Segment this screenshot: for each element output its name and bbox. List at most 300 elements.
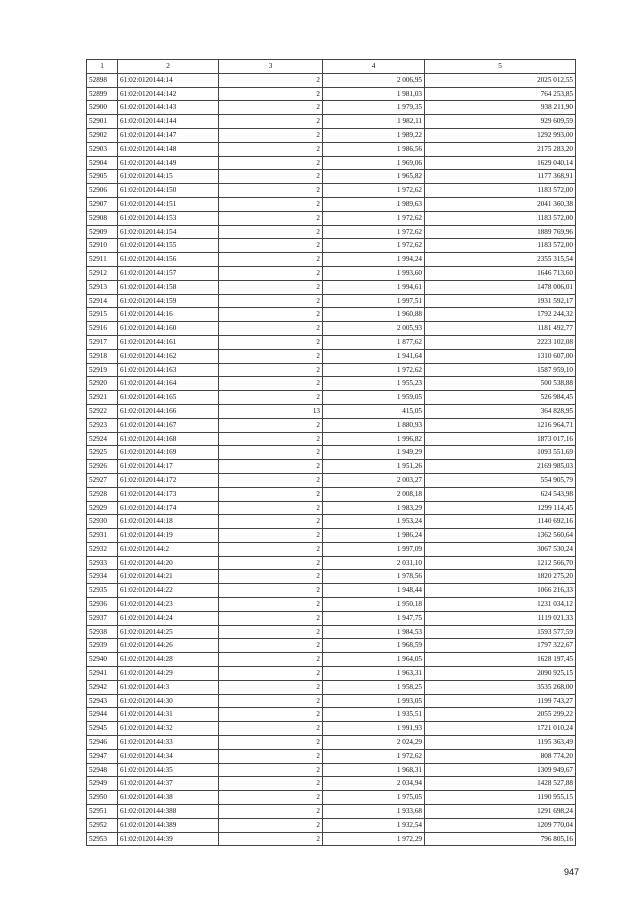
row-number-cell: 52922	[87, 404, 118, 418]
cadastral-value-cell: 1593 577,59	[425, 625, 576, 639]
area-cell: 1 972,62	[323, 239, 425, 253]
table-row	[87, 197, 576, 211]
category-cell: 2	[219, 349, 323, 363]
cadastral-value-cell: 1646 713,60	[425, 266, 576, 280]
cadastral-value-cell: 1291 698,24	[425, 805, 576, 819]
table-row	[87, 377, 576, 391]
cadastral-number-cell: 61:02:0120144:20	[118, 556, 219, 570]
table-row	[87, 335, 576, 349]
cadastral-value-cell: 1792 244,32	[425, 308, 576, 322]
area-cell: 2 008,18	[323, 487, 425, 501]
table-row	[87, 529, 576, 543]
row-number-cell: 52944	[87, 708, 118, 722]
cadastral-number-cell: 61:02:0120144:33	[118, 736, 219, 750]
cadastral-number-cell: 61:02:0120144:21	[118, 570, 219, 584]
cadastral-value-cell: 796 805,16	[425, 832, 576, 846]
cadastral-value-cell: 1140 692,16	[425, 515, 576, 529]
area-cell: 1 933,68	[323, 805, 425, 819]
header-row	[87, 60, 576, 74]
row-number-cell: 52903	[87, 142, 118, 156]
cadastral-value-cell: 1181 492,77	[425, 322, 576, 336]
cadastral-value-cell: 1478 006,01	[425, 280, 576, 294]
category-cell: 2	[219, 197, 323, 211]
area-cell: 1 949,29	[323, 446, 425, 460]
column-header-4: 4	[323, 60, 425, 74]
row-number-cell: 52908	[87, 211, 118, 225]
area-cell: 1 991,93	[323, 722, 425, 736]
table-row	[87, 322, 576, 336]
table-row	[87, 225, 576, 239]
area-cell: 1 968,59	[323, 639, 425, 653]
area-cell: 1 997,09	[323, 542, 425, 556]
category-cell: 2	[219, 570, 323, 584]
category-cell: 2	[219, 763, 323, 777]
area-cell: 1 972,62	[323, 363, 425, 377]
category-cell: 2	[219, 266, 323, 280]
table-body	[87, 73, 576, 846]
row-number-cell: 52948	[87, 763, 118, 777]
cadastral-number-cell: 61:02:0120144:155	[118, 239, 219, 253]
area-cell: 1 972,62	[323, 225, 425, 239]
cadastral-value-cell: 1093 551,69	[425, 446, 576, 460]
area-cell: 1 993,05	[323, 694, 425, 708]
area-cell: 1 979,35	[323, 101, 425, 115]
area-cell: 1 996,82	[323, 432, 425, 446]
column-header-3: 3	[219, 60, 323, 74]
table-row	[87, 418, 576, 432]
table-row	[87, 611, 576, 625]
category-cell: 2	[219, 667, 323, 681]
table-row	[87, 763, 576, 777]
category-cell: 2	[219, 584, 323, 598]
area-cell: 1 963,31	[323, 667, 425, 681]
category-cell: 2	[219, 253, 323, 267]
row-number-cell: 52899	[87, 87, 118, 101]
cadastral-value-cell: 526 984,45	[425, 391, 576, 405]
cadastral-value-cell: 1195 363,49	[425, 736, 576, 750]
cadastral-number-cell: 61:02:0120144:18	[118, 515, 219, 529]
category-cell: 2	[219, 708, 323, 722]
cadastral-value-cell: 1309 949,67	[425, 763, 576, 777]
cadastral-number-cell: 61:02:0120144:26	[118, 639, 219, 653]
cadastral-number-cell: 61:02:0120144:39	[118, 832, 219, 846]
table-row	[87, 818, 576, 832]
row-number-cell: 52906	[87, 184, 118, 198]
area-cell: 1 969,06	[323, 156, 425, 170]
row-number-cell: 52926	[87, 460, 118, 474]
table-row	[87, 791, 576, 805]
row-number-cell: 52907	[87, 197, 118, 211]
table-row	[87, 184, 576, 198]
category-cell: 2	[219, 101, 323, 115]
cadastral-number-cell: 61:02:0120144:28	[118, 653, 219, 667]
table-row	[87, 253, 576, 267]
row-number-cell: 52928	[87, 487, 118, 501]
cadastral-number-cell: 61:02:0120144:2	[118, 542, 219, 556]
cadastral-number-cell: 61:02:0120144:165	[118, 391, 219, 405]
row-number-cell: 52931	[87, 529, 118, 543]
row-number-cell: 52921	[87, 391, 118, 405]
table-row	[87, 404, 576, 418]
table-row	[87, 708, 576, 722]
table-row	[87, 266, 576, 280]
cadastral-value-cell: 1212 566,70	[425, 556, 576, 570]
row-number-cell: 52915	[87, 308, 118, 322]
table-row	[87, 584, 576, 598]
cadastral-value-cell: 3067 530,24	[425, 542, 576, 556]
row-number-cell: 52943	[87, 694, 118, 708]
area-cell: 1 972,29	[323, 832, 425, 846]
row-number-cell: 52929	[87, 501, 118, 515]
cadastral-value-cell: 1820 275,20	[425, 570, 576, 584]
row-number-cell: 52938	[87, 625, 118, 639]
cadastral-value-cell: 2090 925,15	[425, 667, 576, 681]
cadastral-value-cell: 1231 034,12	[425, 598, 576, 612]
table-row	[87, 239, 576, 253]
cadastral-value-cell: 2355 315,54	[425, 253, 576, 267]
table-row	[87, 101, 576, 115]
category-cell: 2	[219, 791, 323, 805]
cadastral-number-cell: 61:02:0120144:24	[118, 611, 219, 625]
cadastral-number-cell: 61:02:0120144:23	[118, 598, 219, 612]
area-cell: 1 972,62	[323, 184, 425, 198]
category-cell: 2	[219, 225, 323, 239]
cadastral-number-cell: 61:02:0120144:147	[118, 128, 219, 142]
column-header-5: 5	[425, 60, 576, 74]
cadastral-number-cell: 61:02:0120144:19	[118, 529, 219, 543]
table-row	[87, 487, 576, 501]
area-cell: 1 994,24	[323, 253, 425, 267]
row-number-cell: 52932	[87, 542, 118, 556]
row-number-cell: 52933	[87, 556, 118, 570]
table-row	[87, 777, 576, 791]
category-cell: 2	[219, 280, 323, 294]
area-cell: 2 024,29	[323, 736, 425, 750]
table-row	[87, 349, 576, 363]
area-cell: 1 968,31	[323, 763, 425, 777]
area-cell: 1 989,22	[323, 128, 425, 142]
row-number-cell: 52927	[87, 473, 118, 487]
category-cell: 2	[219, 749, 323, 763]
category-cell: 2	[219, 818, 323, 832]
cadastral-number-cell: 61:02:0120144:149	[118, 156, 219, 170]
cadastral-value-cell: 1428 527,88	[425, 777, 576, 791]
category-cell: 2	[219, 73, 323, 87]
table-row	[87, 832, 576, 846]
row-number-cell: 52934	[87, 570, 118, 584]
cadastral-number-cell: 61:02:0120144:158	[118, 280, 219, 294]
row-number-cell: 52939	[87, 639, 118, 653]
row-number-cell: 52949	[87, 777, 118, 791]
table-row	[87, 639, 576, 653]
table-row	[87, 653, 576, 667]
category-cell: 2	[219, 777, 323, 791]
category-cell: 2	[219, 294, 323, 308]
table-row	[87, 391, 576, 405]
cadastral-value-cell: 1183 572,00	[425, 211, 576, 225]
row-number-cell: 52911	[87, 253, 118, 267]
cadastral-number-cell: 61:02:0120144:35	[118, 763, 219, 777]
table-row	[87, 556, 576, 570]
row-number-cell: 52900	[87, 101, 118, 115]
category-cell: 2	[219, 639, 323, 653]
cadastral-number-cell: 61:02:0120144:34	[118, 749, 219, 763]
category-cell: 2	[219, 722, 323, 736]
cadastral-value-cell: 1190 955,15	[425, 791, 576, 805]
category-cell: 2	[219, 363, 323, 377]
category-cell: 2	[219, 308, 323, 322]
cadastral-number-cell: 61:02:0120144:142	[118, 87, 219, 101]
area-cell: 1 972,62	[323, 211, 425, 225]
category-cell: 2	[219, 432, 323, 446]
cadastral-number-cell: 61:02:0120144:29	[118, 667, 219, 681]
area-cell: 1 950,18	[323, 598, 425, 612]
cadastral-value-cell: 1629 040,14	[425, 156, 576, 170]
cadastral-number-cell: 61:02:0120144:144	[118, 115, 219, 129]
cadastral-number-cell: 61:02:0120144:389	[118, 818, 219, 832]
category-cell: 2	[219, 736, 323, 750]
cadastral-number-cell: 61:02:0120144:173	[118, 487, 219, 501]
table-row	[87, 667, 576, 681]
cadastral-value-cell: 1587 959,10	[425, 363, 576, 377]
category-cell: 2	[219, 170, 323, 184]
cadastral-value-cell: 2041 360,38	[425, 197, 576, 211]
category-cell: 2	[219, 239, 323, 253]
table-row	[87, 515, 576, 529]
area-cell: 1 964,05	[323, 653, 425, 667]
category-cell: 2	[219, 377, 323, 391]
cadastral-number-cell: 61:02:0120144:156	[118, 253, 219, 267]
cadastral-number-cell: 61:02:0120144:16	[118, 308, 219, 322]
row-number-cell: 52940	[87, 653, 118, 667]
area-cell: 1 997,51	[323, 294, 425, 308]
cadastral-value-cell: 1183 572,00	[425, 239, 576, 253]
area-cell: 1 935,51	[323, 708, 425, 722]
cadastral-number-cell: 61:02:0120144:143	[118, 101, 219, 115]
area-cell: 1 880,93	[323, 418, 425, 432]
category-cell: 2	[219, 142, 323, 156]
cadastral-value-cell: 1177 368,91	[425, 170, 576, 184]
table-row	[87, 625, 576, 639]
cadastral-value-cell: 938 211,90	[425, 101, 576, 115]
category-cell: 2	[219, 156, 323, 170]
category-cell: 13	[219, 404, 323, 418]
category-cell: 2	[219, 418, 323, 432]
table-row	[87, 736, 576, 750]
area-cell: 1 982,11	[323, 115, 425, 129]
cadastral-value-cell: 364 828,95	[425, 404, 576, 418]
category-cell: 2	[219, 680, 323, 694]
area-cell: 415,05	[323, 404, 425, 418]
category-cell: 2	[219, 501, 323, 515]
row-number-cell: 52953	[87, 832, 118, 846]
table-row	[87, 722, 576, 736]
category-cell: 2	[219, 391, 323, 405]
category-cell: 2	[219, 322, 323, 336]
area-cell: 1 972,62	[323, 749, 425, 763]
category-cell: 2	[219, 515, 323, 529]
row-number-cell: 52945	[87, 722, 118, 736]
row-number-cell: 52909	[87, 225, 118, 239]
cadastral-number-cell: 61:02:0120144:151	[118, 197, 219, 211]
category-cell: 2	[219, 87, 323, 101]
table-row	[87, 87, 576, 101]
table-row	[87, 170, 576, 184]
row-number-cell: 52923	[87, 418, 118, 432]
cadastral-number-cell: 61:02:0120144:160	[118, 322, 219, 336]
cadastral-value-cell: 1183 572,00	[425, 184, 576, 198]
category-cell: 2	[219, 335, 323, 349]
category-cell: 2	[219, 128, 323, 142]
row-number-cell: 52935	[87, 584, 118, 598]
cadastral-value-cell: 2169 985,03	[425, 460, 576, 474]
cadastral-value-cell: 2223 102,08	[425, 335, 576, 349]
cadastral-value-cell: 1797 322,67	[425, 639, 576, 653]
table-row	[87, 73, 576, 87]
area-cell: 2 006,95	[323, 73, 425, 87]
area-cell: 1 947,75	[323, 611, 425, 625]
cadastral-value-cell: 1299 114,45	[425, 501, 576, 515]
cadastral-value-cell: 1721 010,24	[425, 722, 576, 736]
cadastral-number-cell: 61:02:0120144:168	[118, 432, 219, 446]
area-cell: 1 986,56	[323, 142, 425, 156]
table-row	[87, 280, 576, 294]
table-row	[87, 308, 576, 322]
table-row	[87, 446, 576, 460]
table-row	[87, 501, 576, 515]
cadastral-value-cell: 1310 607,00	[425, 349, 576, 363]
cadastral-value-cell: 2175 283,20	[425, 142, 576, 156]
row-number-cell: 52951	[87, 805, 118, 819]
table-row	[87, 156, 576, 170]
table-row	[87, 805, 576, 819]
area-cell: 1 951,26	[323, 460, 425, 474]
cadastral-value-cell: 554 905,79	[425, 473, 576, 487]
table-row	[87, 128, 576, 142]
cadastral-value-cell: 2025 012,55	[425, 73, 576, 87]
column-header-2: 2	[118, 60, 219, 74]
category-cell: 2	[219, 556, 323, 570]
cadastral-value-cell: 1216 964,71	[425, 418, 576, 432]
table-row	[87, 680, 576, 694]
row-number-cell: 52925	[87, 446, 118, 460]
area-cell: 1 948,44	[323, 584, 425, 598]
area-cell: 2 034,94	[323, 777, 425, 791]
row-number-cell: 52904	[87, 156, 118, 170]
area-cell: 1 983,29	[323, 501, 425, 515]
row-number-cell: 52947	[87, 749, 118, 763]
category-cell: 2	[219, 598, 323, 612]
category-cell: 2	[219, 694, 323, 708]
cadastral-number-cell: 61:02:0120144:148	[118, 142, 219, 156]
cadastral-value-cell: 624 543,98	[425, 487, 576, 501]
cadastral-value-cell: 1066 216,33	[425, 584, 576, 598]
table-row	[87, 749, 576, 763]
area-cell: 2 031,10	[323, 556, 425, 570]
cadastral-number-cell: 61:02:0120144:164	[118, 377, 219, 391]
cadastral-number-cell: 61:02:0120144:153	[118, 211, 219, 225]
cadastral-value-cell: 1362 560,64	[425, 529, 576, 543]
area-cell: 1 989,63	[323, 197, 425, 211]
row-number-cell: 52941	[87, 667, 118, 681]
category-cell: 2	[219, 529, 323, 543]
row-number-cell: 52952	[87, 818, 118, 832]
cadastral-value-cell: 1889 769,96	[425, 225, 576, 239]
cadastral-value-cell: 764 253,85	[425, 87, 576, 101]
row-number-cell: 52930	[87, 515, 118, 529]
cadastral-number-cell: 61:02:0120144:32	[118, 722, 219, 736]
category-cell: 2	[219, 625, 323, 639]
category-cell: 2	[219, 487, 323, 501]
table-row	[87, 542, 576, 556]
area-cell: 1 975,05	[323, 791, 425, 805]
cadastral-value-cell: 1931 592,17	[425, 294, 576, 308]
row-number-cell: 52898	[87, 73, 118, 87]
table-row	[87, 363, 576, 377]
cadastral-number-cell: 61:02:0120144:30	[118, 694, 219, 708]
row-number-cell: 52920	[87, 377, 118, 391]
cadastral-number-cell: 61:02:0120144:31	[118, 708, 219, 722]
row-number-cell: 52913	[87, 280, 118, 294]
row-number-cell: 52917	[87, 335, 118, 349]
cadastral-value-cell: 1209 770,04	[425, 818, 576, 832]
area-cell: 1 932,54	[323, 818, 425, 832]
category-cell: 2	[219, 653, 323, 667]
row-number-cell: 52919	[87, 363, 118, 377]
cadastral-value-cell: 1873 017,16	[425, 432, 576, 446]
table-row	[87, 142, 576, 156]
area-cell: 2 005,93	[323, 322, 425, 336]
cadastral-number-cell: 61:02:0120144:14	[118, 73, 219, 87]
cadastral-number-cell: 61:02:0120144:167	[118, 418, 219, 432]
category-cell: 2	[219, 832, 323, 846]
area-cell: 1 981,03	[323, 87, 425, 101]
area-cell: 1 993,60	[323, 266, 425, 280]
area-cell: 1 965,82	[323, 170, 425, 184]
area-cell: 1 955,23	[323, 377, 425, 391]
category-cell: 2	[219, 184, 323, 198]
cadastral-number-cell: 61:02:0120144:22	[118, 584, 219, 598]
cadastral-number-cell: 61:02:0120144:3	[118, 680, 219, 694]
cadastral-number-cell: 61:02:0120144:37	[118, 777, 219, 791]
cadastral-number-cell: 61:02:0120144:150	[118, 184, 219, 198]
area-cell: 1 958,25	[323, 680, 425, 694]
cadastral-number-cell: 61:02:0120144:25	[118, 625, 219, 639]
cadastral-value-cell: 929 609,59	[425, 115, 576, 129]
cadastral-number-cell: 61:02:0120144:162	[118, 349, 219, 363]
row-number-cell: 52916	[87, 322, 118, 336]
row-number-cell: 52901	[87, 115, 118, 129]
row-number-cell: 52936	[87, 598, 118, 612]
column-header-1: 1	[87, 60, 118, 74]
cadastral-value-table	[86, 59, 576, 846]
row-number-cell: 52918	[87, 349, 118, 363]
category-cell: 2	[219, 446, 323, 460]
row-number-cell: 52942	[87, 680, 118, 694]
area-cell: 1 877,62	[323, 335, 425, 349]
cadastral-number-cell: 61:02:0120144:17	[118, 460, 219, 474]
category-cell: 2	[219, 611, 323, 625]
table-row	[87, 694, 576, 708]
table-row	[87, 294, 576, 308]
table-row	[87, 460, 576, 474]
table-row	[87, 115, 576, 129]
area-cell: 1 978,56	[323, 570, 425, 584]
row-number-cell: 52902	[87, 128, 118, 142]
table-row	[87, 211, 576, 225]
row-number-cell: 52937	[87, 611, 118, 625]
row-number-cell: 52905	[87, 170, 118, 184]
